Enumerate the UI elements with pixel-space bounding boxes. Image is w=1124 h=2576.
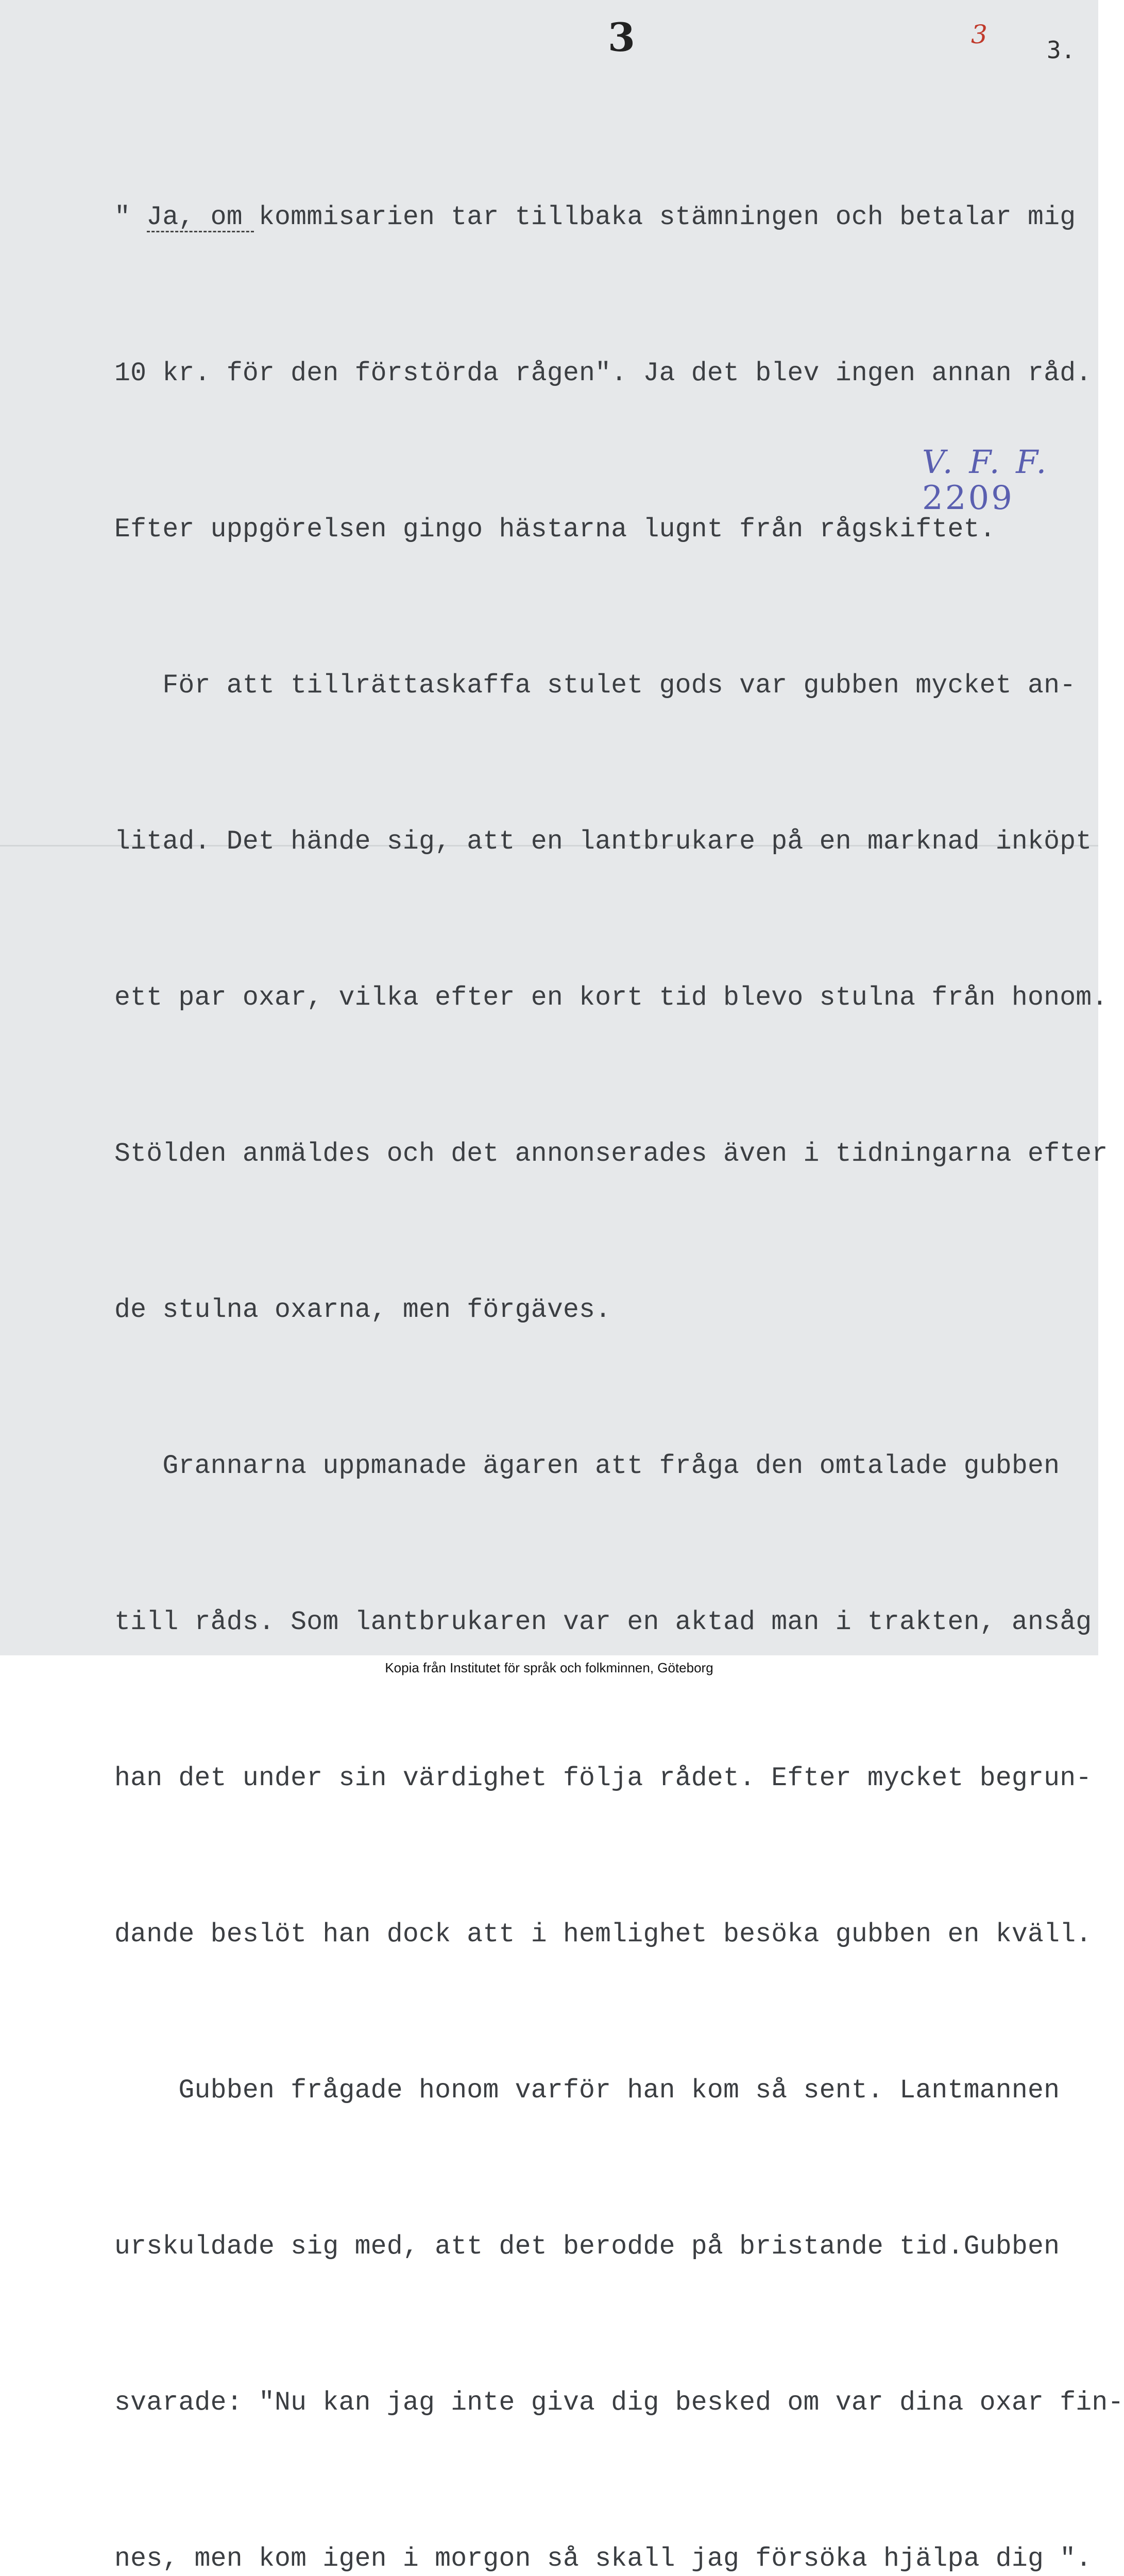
- stamp-number: 2209: [922, 479, 1014, 517]
- body-line: de stulna oxarna, men förgäves.: [114, 1295, 611, 1325]
- body-line: han det under sin värdighet följa rådet. Efter mycket begrun-: [114, 1764, 1092, 1793]
- body-line: Grannarna uppmanade ägaren att fråga den omtalade gubben: [114, 1451, 1060, 1481]
- body-line: " Ja, om kommisarien tar tillbaka stämningen och betalar mig: [114, 202, 1076, 232]
- body-line: ett par oxar, vilka efter en kort tid blevo stulna från honom.: [114, 983, 1108, 1013]
- archive-footer: Kopia från Institutet för språk och folkminnen, Göteborg: [385, 1660, 713, 1675]
- page-number: 3: [608, 14, 635, 60]
- body-line: För att tillrättaskaffa stulet gods var gubben mycket an-: [114, 671, 1076, 701]
- handwritten-page-number: 3: [971, 20, 987, 49]
- body-line: urskuldade sig med, att det berodde på bristande tid.Gubben: [114, 2232, 1060, 2262]
- body-line: nes, men kom igen i morgon så skall jag försöka hjälpa dig ".: [114, 2544, 1092, 2574]
- stamp-title: V. F. F.: [922, 443, 1050, 481]
- typewritten-body: [114, 88, 1124, 2576]
- body-line: till råds. Som lantbrukaren var en aktad man i trakten, ansåg: [114, 1607, 1092, 1637]
- body-line: Efter uppgörelsen gingo hästarna lugnt från rågskiftet.: [114, 515, 996, 545]
- body-line: dande beslöt han dock att i hemlighet besöka gubben en kväll.: [114, 1920, 1092, 1950]
- body-line: 10 kr. för den förstörda rågen". Ja det blev ingen annan råd.: [114, 359, 1092, 388]
- body-line: svarade: "Nu kan jag inte giva dig besked om var dina oxar fin-: [114, 2388, 1124, 2418]
- body-line: Gubben frågade honom varför han kom så sent. Lantmannen: [114, 2076, 1060, 2106]
- body-line: litad. Det hände sig, att en lantbrukare på en marknad inköpt: [114, 827, 1092, 857]
- body-line: Stölden anmäldes och det annonserades även i tidningarna efter: [114, 1139, 1108, 1169]
- typed-page-number: 3.: [1047, 36, 1076, 64]
